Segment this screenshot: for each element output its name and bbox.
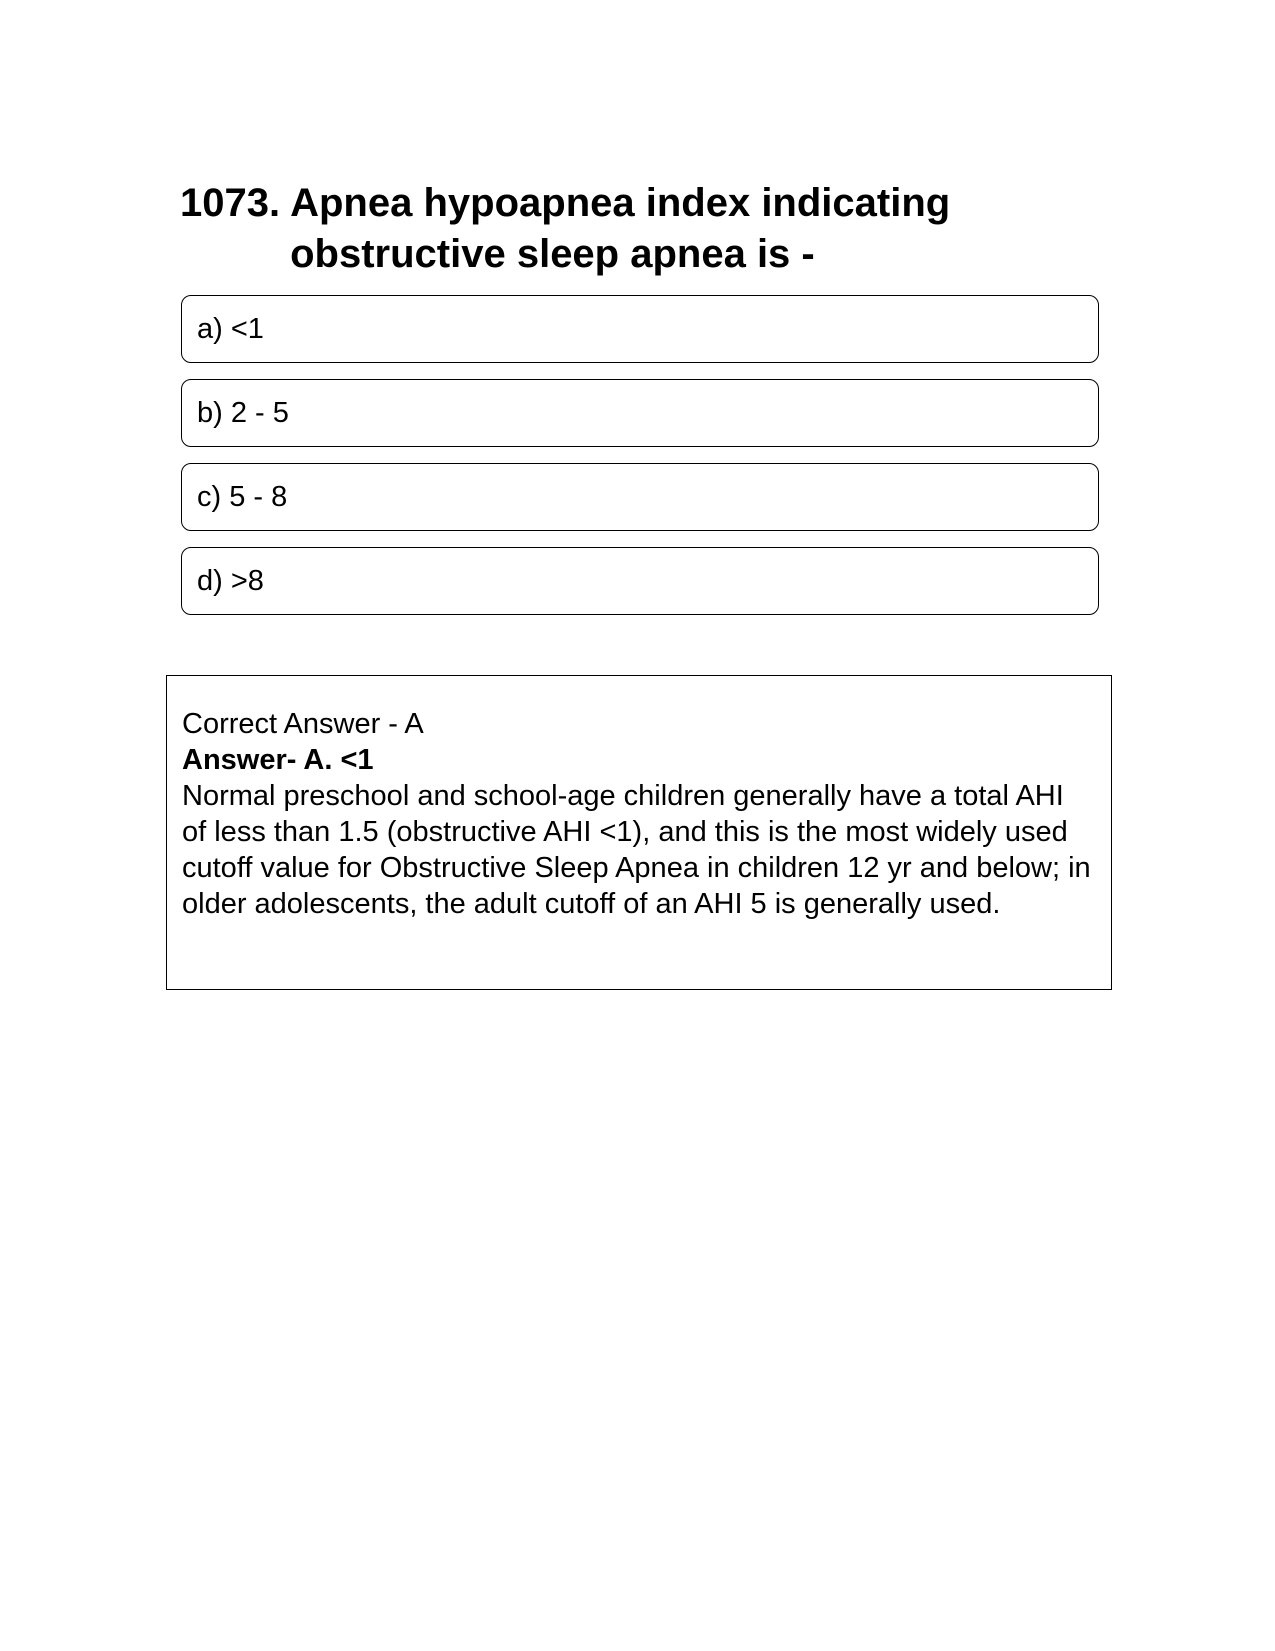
question-number: 1073. bbox=[180, 181, 281, 225]
option-b-label: b) 2 - 5 bbox=[197, 396, 289, 429]
option-a[interactable] bbox=[181, 295, 1099, 363]
question-heading bbox=[180, 178, 1100, 280]
option-b[interactable] bbox=[181, 379, 1099, 447]
option-c-label: c) 5 - 8 bbox=[197, 480, 288, 513]
option-a-label: a) <1 bbox=[197, 312, 264, 345]
question-text: Apnea hypoapnea index indicating obstructive sleep apnea is - bbox=[290, 181, 951, 276]
answer-explanation: Normal preschool and school-age children generally have a total AHI of less than 1.5 (obstructive AHI <1), and this is the most widely used cutoff value for Obstructive Sleep Apnea in children 12 yr and below; in older adolescents, the adult cutoff of an AHI 5 is generally used. bbox=[182, 780, 1091, 920]
option-d-label: d) >8 bbox=[197, 564, 264, 597]
option-c[interactable] bbox=[181, 463, 1099, 531]
correct-answer: Correct Answer - A bbox=[182, 708, 424, 740]
option-d[interactable] bbox=[181, 547, 1099, 615]
options-list bbox=[181, 295, 1099, 631]
answer-box bbox=[166, 675, 1112, 990]
answer-heading: Answer- A. <1 bbox=[182, 744, 374, 776]
